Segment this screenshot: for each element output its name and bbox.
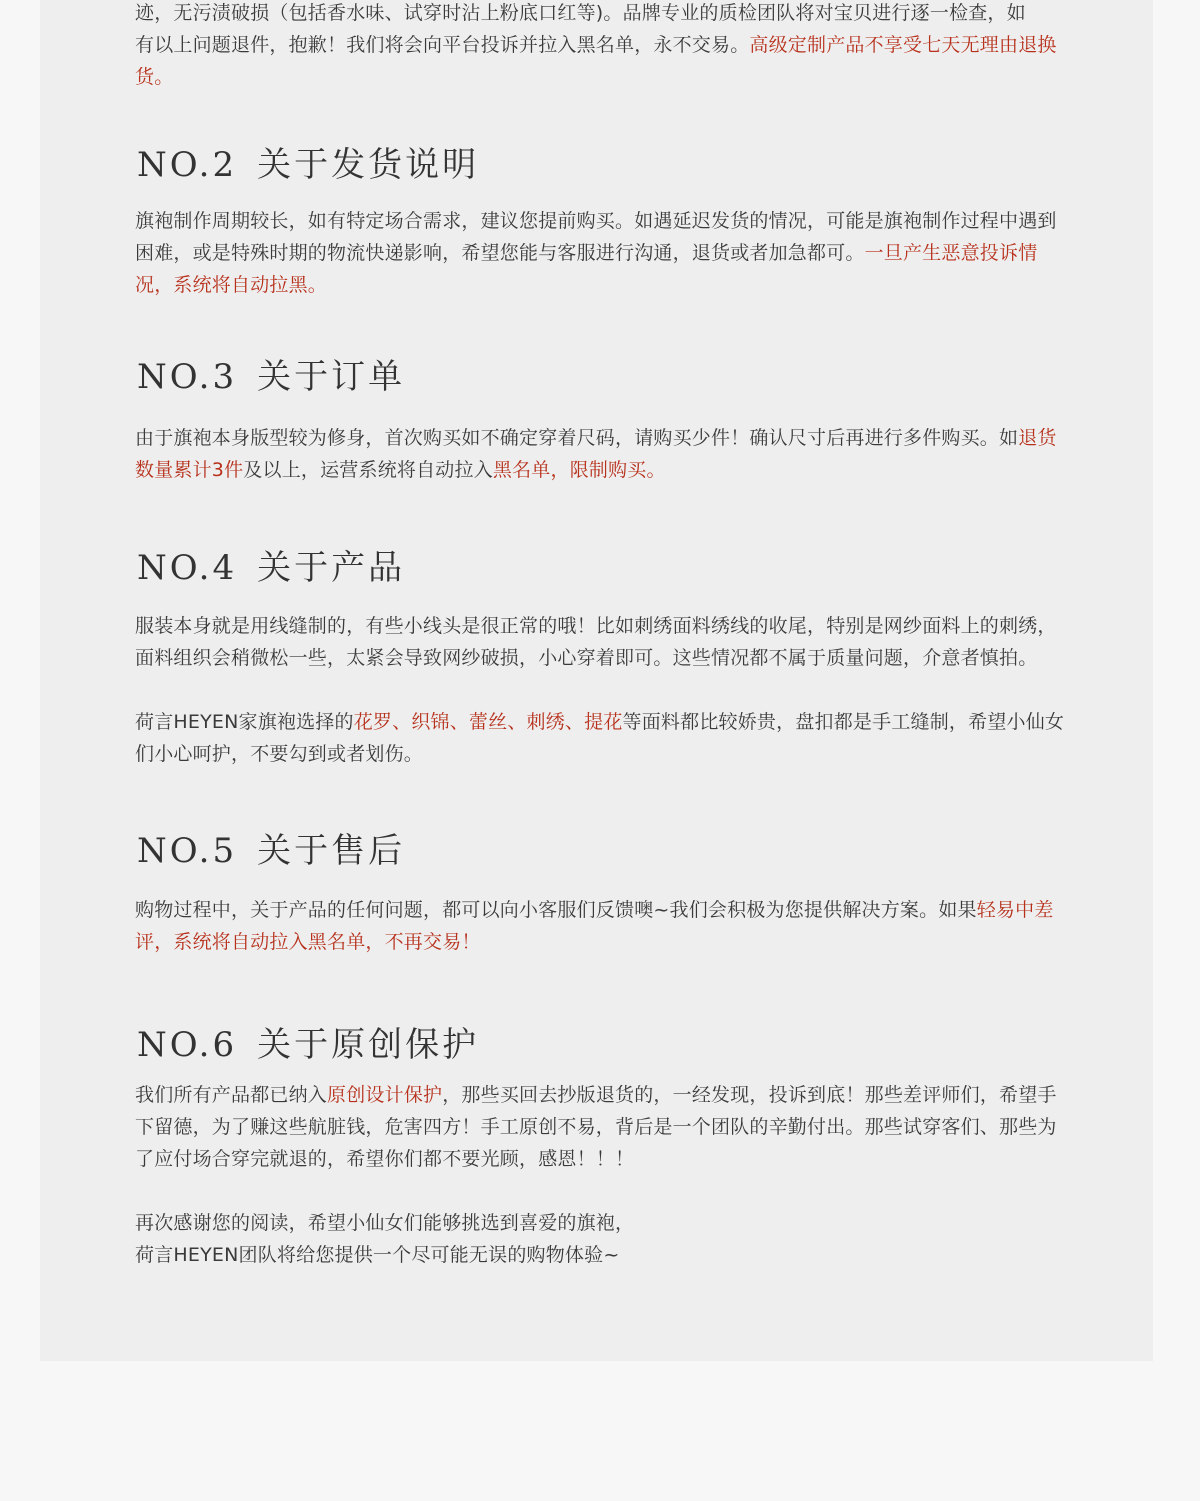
intro-highlight: 高级定制产品不享受七天无理由退换货。: [135, 34, 1057, 88]
orders-highlight-2: 黑名单，限制购买。: [492, 459, 666, 481]
product-paragraph-2: [135, 706, 1075, 770]
fabric-highlight: 花罗、织锦、蕾丝、刺绣、提花: [353, 711, 623, 733]
section-heading-originality: [137, 1025, 479, 1065]
section-number: NO.4: [137, 548, 238, 588]
shipping-paragraph: [135, 205, 1075, 301]
shipping-text: 旗袍制作周期较长，如有特定场合需求，建议您提前购买。如遇延迟发货的情况，可能是旗袍制作过程中遇到困难，或是特殊时期的物流快递影响，希望您能与客服进行沟通，退货或者加急都可。: [135, 210, 1057, 264]
orders-paragraph: [135, 422, 1075, 486]
section-number: NO.3: [137, 357, 238, 397]
section-heading-product: [137, 548, 405, 588]
section-title: 关于订单: [257, 357, 406, 397]
product-text-1: 荷言HEYEN家旗袍选择的: [135, 711, 354, 733]
product-text-2: 等面料都比较娇贵，盘扣都是手工缝制，希望小仙女们小心呵护，不要勾到或者划伤。: [135, 711, 1065, 765]
intro-line-1: 迹，无污渍破损（包括香水味、试穿时沾上粉底口红等)。品牌专业的质检团队将对宝贝进行逐一检查，如: [135, 2, 1026, 24]
shipping-highlight: 一旦产生恶意投诉情况，系统将自动拉黑。: [135, 242, 1038, 296]
aftersales-text: 购物过程中，关于产品的任何问题，都可以向小客服们反馈噢~我们会积极为您提供解决方案。如果: [135, 899, 977, 921]
content-panel: [40, 0, 1153, 1361]
closing-paragraph: [135, 1207, 1075, 1271]
originality-paragraph: [135, 1079, 1075, 1175]
section-title: 关于发货说明: [257, 145, 480, 185]
section-number: NO.5: [137, 831, 238, 871]
section-title: 关于售后: [257, 831, 406, 871]
closing-line-1: 再次感谢您的阅读，希望小仙女们能够挑选到喜爱的旗袍，: [135, 1212, 635, 1234]
originality-text-2: ，那些买回去抄版退货的，一经发现，投诉到底！那些差评师们，希望手下留德，为了赚这些航脏钱，危害四方！手工原创不易，背后是一个团队的辛勤付出。那些试穿客们、那些为了应付场合穿完就退的，希望你们都不要光顾，感恩！！！: [135, 1084, 1057, 1170]
section-heading-shipping: [137, 145, 479, 185]
originality-text-1: 我们所有产品都已纳入: [135, 1084, 328, 1106]
intro-line-2: 有以上问题退件，抱歉！我们将会向平台投诉并拉入黑名单，永不交易。: [135, 34, 750, 56]
section-title: 关于原创保护: [257, 1025, 480, 1065]
section-heading-aftersales: [137, 831, 405, 871]
orders-highlight-1: 退货数量累计3件: [135, 427, 1057, 481]
orders-text-2: 及以上，运营系统将自动拉入: [243, 459, 493, 481]
section-number: NO.6: [137, 1025, 238, 1065]
aftersales-paragraph: [135, 894, 1075, 958]
originality-highlight: 原创设计保护: [327, 1084, 443, 1106]
orders-text-1: 由于旗袍本身版型较为修身，首次购买如不确定穿着尺码，请购买少件！确认尺寸后再进行多件购买。如: [135, 427, 1019, 449]
section-heading-orders: [137, 357, 405, 397]
product-paragraph-1: 服装本身就是用线缝制的，有些小线头是很正常的哦！比如刺绣面料绣线的收尾，特别是网纱面料上的刺绣，面料组织会稍微松一些，太紧会导致网纱破损，小心穿着即可。这些情况都不属于质量问题，介意者慎拍。: [135, 615, 1057, 669]
aftersales-highlight: 轻易中差评，系统将自动拉入黑名单，不再交易！: [135, 899, 1054, 953]
closing-line-2: 荷言HEYEN团队将给您提供一个尽可能无误的购物体验~: [135, 1244, 620, 1266]
intro-paragraph: [135, 0, 1075, 93]
section-number: NO.2: [137, 145, 238, 185]
section-title: 关于产品: [257, 548, 406, 588]
